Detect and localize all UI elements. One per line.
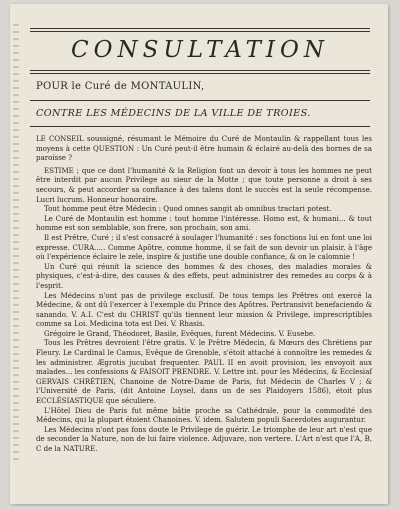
paragraph-estime: ESTIME ; que ce dont l'humanité & la Religion font un devoir à tous les hommes ne peut être interdit par aucun Privilege au sieur de la Motte ; que toute personne a droit à ses secours, & peut accorder sa confiance à des talens dont le succès est la seule récompense. Lucri lucrum. Honneur honoraire. (36, 165, 372, 204)
paragraph-hotel-dieu: L'Hôtel Dieu de Paris fut même bâtie proche sa Cathédrale, pour la commodité des Médecins, qui la plupart étoient Chanoines. V. idem. Salutem populi Sacerdotes augurantur. (36, 405, 372, 425)
document-title: CONSULTATION (71, 37, 329, 63)
document-page (10, 4, 388, 504)
paragraph-conseil: LE CONSEIL soussigné, résumant le Mémoire du Curé de Montaulin & rappellant tous les moyens à cette QUESTION : Un Curé peut-il être humain & éclairé au-delà des bornes de sa paroisse ? (36, 134, 372, 163)
header-bottom-rule (30, 126, 370, 127)
contre-line: CONTRE LES MÉDECINS DE LA VILLE DE TROIES. (36, 108, 311, 119)
paragraph-medecin: Tout homme peut être Médecin : Quod omnes sangit ab omnibus tractari potest. (44, 204, 332, 214)
top-rule (30, 28, 370, 32)
document-body (36, 134, 372, 454)
title-rule (30, 70, 370, 74)
paragraph-pretre: Il est Prêtre, Curé ; il s'est consacré à soulager l'humanité : ses fonctions lui en font une loi expresse. CURA..... Comme Apôtre, comme homme, il se fait de son devoir un plaisir, à l'âge où l'expérience éclaire le zele, inspire & justifie une double confiance, & on le calomnie ! (36, 232, 372, 262)
paragraph-gregoire: Grégoire le Grand, Théodoret, Basile, Evêques, furent Médecins. V. Eusebe. (44, 328, 316, 338)
paragraph-guerir: Les Médecins n'ont pas fons doute le Privilege de guérir. Le triomphe de leur art n'est que de seconder la Nature, non de lui faire violence. Adjuvare, non vertere. L'Art n'est que l'A, B, C de la NATURE. (36, 424, 372, 453)
binding-edge (13, 24, 19, 464)
paragraph-cure-science: Un Curé qui réunit la science des hommes & des choses, des maladies morales & physiques, c'est-à-dire, des causes & des effets, peut administrer des remedes au corps & à l'esprit. (36, 261, 372, 290)
subtitle-rule (30, 100, 370, 101)
pour-line: POUR le Curé de MONTAULIN, (36, 81, 205, 92)
paragraph-homme: Le Curé de Montaulin est homme : tout homme l'intéresse. Homo est, & humani... & tout homme est son semblable, son frere, son prochain, son ami. (36, 213, 372, 233)
paragraph-pretres-gratis: Tous les Prêtres devroient l'être gratis. V. le Prêtre Médecin, & Mœurs des Chrétiens par Fleury. Le Cardinal le Camus, Evêque de Grenoble, s'étoit attaché à connoître les remedes & les administrer. Ægrotis jucubat frequenter. PAUL II en avoit provision, les envoyoit aux malades... les confessions & FAISOIT PRENDRE. V. Lettre int. pour les Médecins, & Ecclesiaf GERVAIS CHRÉTIEN, Chanoine de Notre-Dame de Paris, fut Médecin de Charles V ; & l'Université de Paris, (dit Antoine Loysel, dans un de ses Plaidoyers 1586), étoit plus ECCLÉSIASTIQUE que séculiere. (36, 338, 372, 406)
paragraph-privilege: Les Médecins n'ont pas de privilege exclusif. De tous temps les Prêtres ont exercé la Médecine, & ont dû l'exercer à l'exemple du Prince des Apôtres. Pertransivit benefaciendo & sanando. V. A.I. C'est du CHRIST qu'ils tiennent leur mission & Privilege, imprescriptibles comme sa Loi. Medicina tota est Dei. V. Rhasis. (36, 290, 372, 329)
